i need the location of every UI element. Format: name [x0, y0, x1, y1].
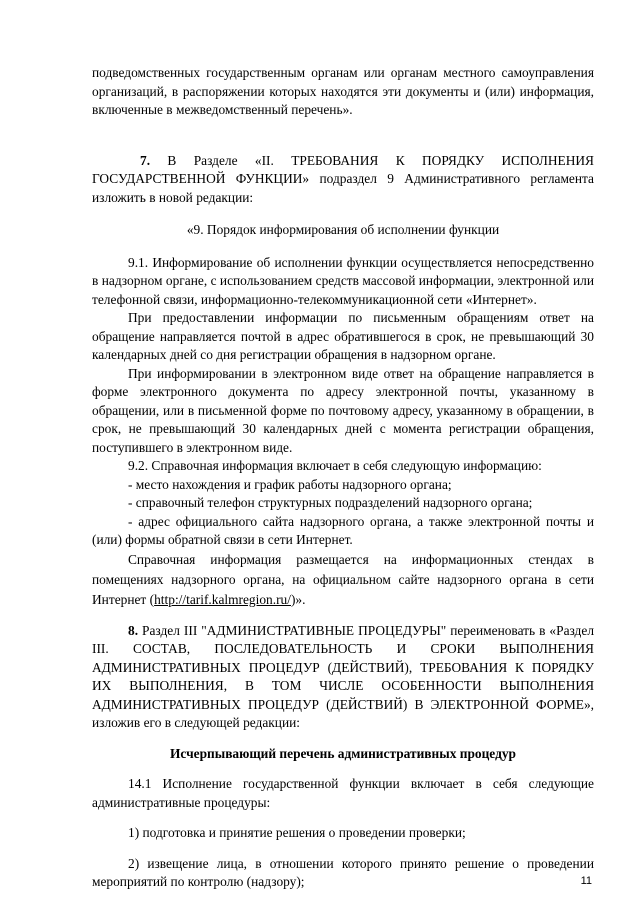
paragraph-electronic-requests: При информировании в электронном виде ответ на обращение направляется в форме электронного документа по адресу электронной почты, указанному в обращении, или в письменной форме по почтовому адресу, указанному в обращении, в срок, не превышающий 30 календарных дней с момента регистрации обращения, поступившего в электронном виде.	[92, 365, 594, 455]
reference-info-text: Справочная информация размещается на информационных стендах в помещениях надзорного органа, на официальном сайте надзорного органа в сети Интернет (	[92, 551, 594, 607]
paragraph-14-1: 14.1 Исполнение государственной функции включает в себя следующие административные процедуры:	[92, 776, 594, 810]
list-item-website: - адрес официального сайта надзорного органа, а также электронной почты и (или) формы обратной связи в сети Интернет.	[92, 513, 594, 547]
item-number-8: 8.	[128, 622, 139, 638]
list-item-location: - место нахождения и график работы надзорного органа;	[128, 476, 452, 492]
list-item-phone: - справочный телефон структурных подразделений надзорного органа;	[128, 495, 533, 510]
item-8-text: Раздел III "АДМИНИСТРАТИВНЫЕ ПРОЦЕДУРЫ" переименовать в «Раздел III. СОСТАВ, ПОСЛЕДОВАТЕЛЬНОСТЬ И СРОКИ ВЫПОЛНЕНИЯ АДМИНИСТРАТИВНЫХ ПРОЦЕДУР (ДЕЙСТВИЙ), ТРЕБОВАНИЯ К ПОРЯДКУ ИХ ВЫПОЛНЕНИЯ, В ТОМ ЧИСЛЕ ОСОБЕННОСТИ ВЫПОЛНЕНИЯ АДМИНИСТРАТИВНЫХ ПРОЦЕДУР (ДЕЙСТВИЙ) В ЭЛЕКТРОННОЙ ФОРМЕ», изложив его в следующей редакции:	[92, 622, 594, 730]
paragraph-written-requests: При предоставлении информации по письменным обращениям ответ на обращение направляется почтой в адрес обратившегося в срок, не превышающий 30 календарных дней со дня регистрации обращения в надзорном органе.	[92, 310, 594, 362]
item-number-7: 7.	[140, 152, 151, 168]
item-7-text: В Разделе «II. ТРЕБОВАНИЯ К ПОРЯДКУ ИСПОЛНЕНИЯ ГОСУДАРСТВЕННОЙ ФУНКЦИИ» подраздел 9 Административного регламента изложить в новой редакции:	[92, 152, 594, 205]
website-link[interactable]: http://tarif.kalmregion.ru/	[154, 591, 291, 607]
section-heading-9: «9. Порядок информирования об исполнении функции	[186, 222, 500, 237]
list-item-procedure-1: 1) подготовка и принятие решения о проведении проверки;	[128, 825, 466, 840]
paragraph-item-8	[92, 622, 594, 733]
paragraph-item-7	[92, 152, 594, 208]
paragraph-reference-info	[92, 550, 594, 610]
page-number: 11	[580, 875, 592, 887]
section-heading-procedures: Исчерпывающий перечень административных процедур	[169, 745, 516, 761]
list-item-procedure-2: 2) извещение лица, в отношении которого принято решение о проведении мероприятий по контролю (надзору);	[92, 855, 594, 889]
paragraph-9-1: 9.1. Информирование об исполнении функции осуществляется непосредственно в надзорном органе, с использованием средств массовой информации, электронной или телефонной связи, информационно-телекоммуникационной сети «Интернет».	[92, 254, 594, 307]
paragraph-continuation: подведомственных государственным органам или органам местного самоуправления организаций, в распоряжении которых находятся эти документы и (или) информация, включенные в межведомственный перечень».	[92, 65, 594, 117]
reference-info-end: )».	[290, 591, 306, 607]
paragraph-9-2: 9.2. Справочная информация включает в себя следующую информацию:	[128, 458, 542, 473]
document-body	[92, 64, 594, 892]
